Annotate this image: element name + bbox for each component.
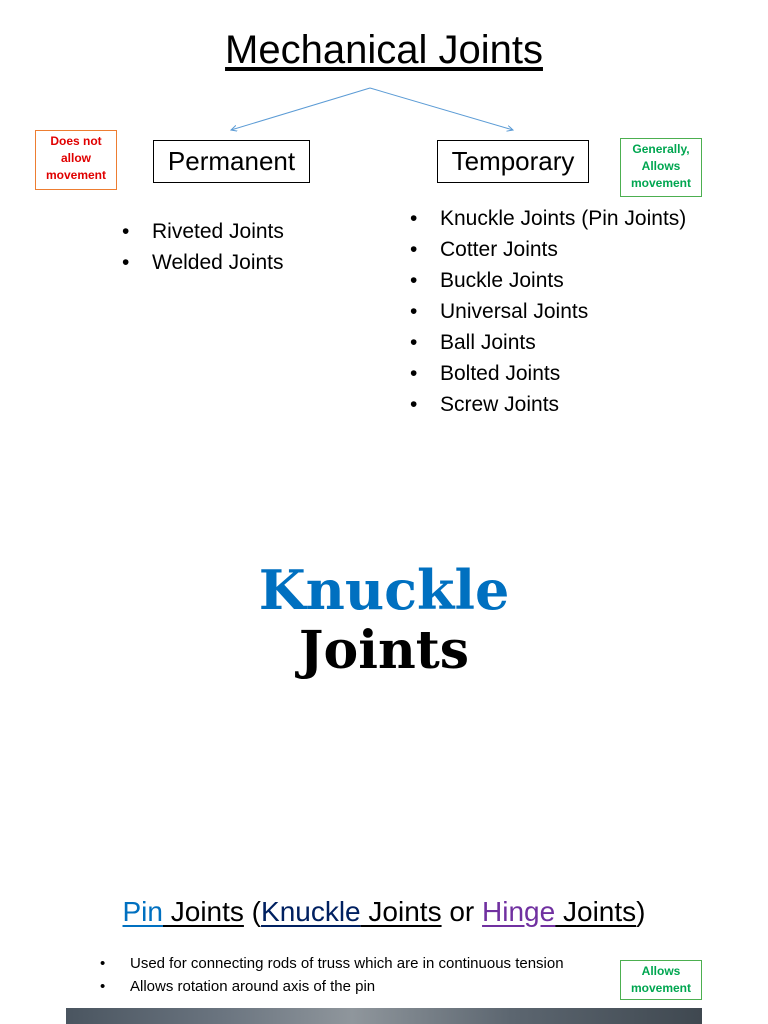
title-paren-open: ( [243,896,262,927]
title-pin: Pin [122,896,163,927]
list-item: • Buckle Joints [410,265,686,296]
title-paren-close: ) [636,896,646,927]
branch-arrows [0,0,768,140]
list-item: • Bolted Joints [410,358,686,389]
list-item: • Cotter Joints [410,234,686,265]
page-title: Mechanical Joints [225,28,543,72]
joint-photo [66,1008,702,1024]
pin-bullets [100,952,564,998]
list-item: • Ball Joints [410,327,686,358]
pin-joints-title [0,896,768,928]
title-joints-2: Joints [360,896,442,927]
list-item: • Universal Joints [410,296,686,327]
title-hinge: Hinge [482,896,556,927]
knuckle-heading: Knuckle [258,558,510,622]
title-knuckle: Knuckle [261,896,361,927]
temporary-note-text: Generally, Allows movement [630,142,692,190]
title-or: or [441,896,483,927]
permanent-note-text: Does not allow movement [45,134,107,182]
title-joints-3: Joints [555,896,637,927]
temporary-note [620,138,702,197]
list-item: • Screw Joints [410,389,686,420]
temporary-list [410,203,686,420]
temporary-box [437,140,589,183]
title-joints-1: Joints [162,896,244,927]
list-item: • Used for connecting rods of truss which are in continuous tension [100,952,564,975]
list-item: • Knuckle Joints (Pin Joints) [410,203,686,234]
temporary-label: Temporary [451,146,575,176]
permanent-note [35,130,117,190]
permanent-list [122,216,284,278]
joints-heading: Joints [298,620,470,681]
permanent-label: Permanent [167,146,296,176]
arrow-right [370,88,513,130]
pin-note-text: Allows movement [630,964,692,995]
list-item: • Allows rotation around axis of the pin [100,975,564,998]
arrow-left [231,88,370,130]
pin-note [620,960,702,1000]
permanent-box [153,140,310,183]
list-item: • Welded Joints [122,247,284,278]
list-item: • Riveted Joints [122,216,284,247]
